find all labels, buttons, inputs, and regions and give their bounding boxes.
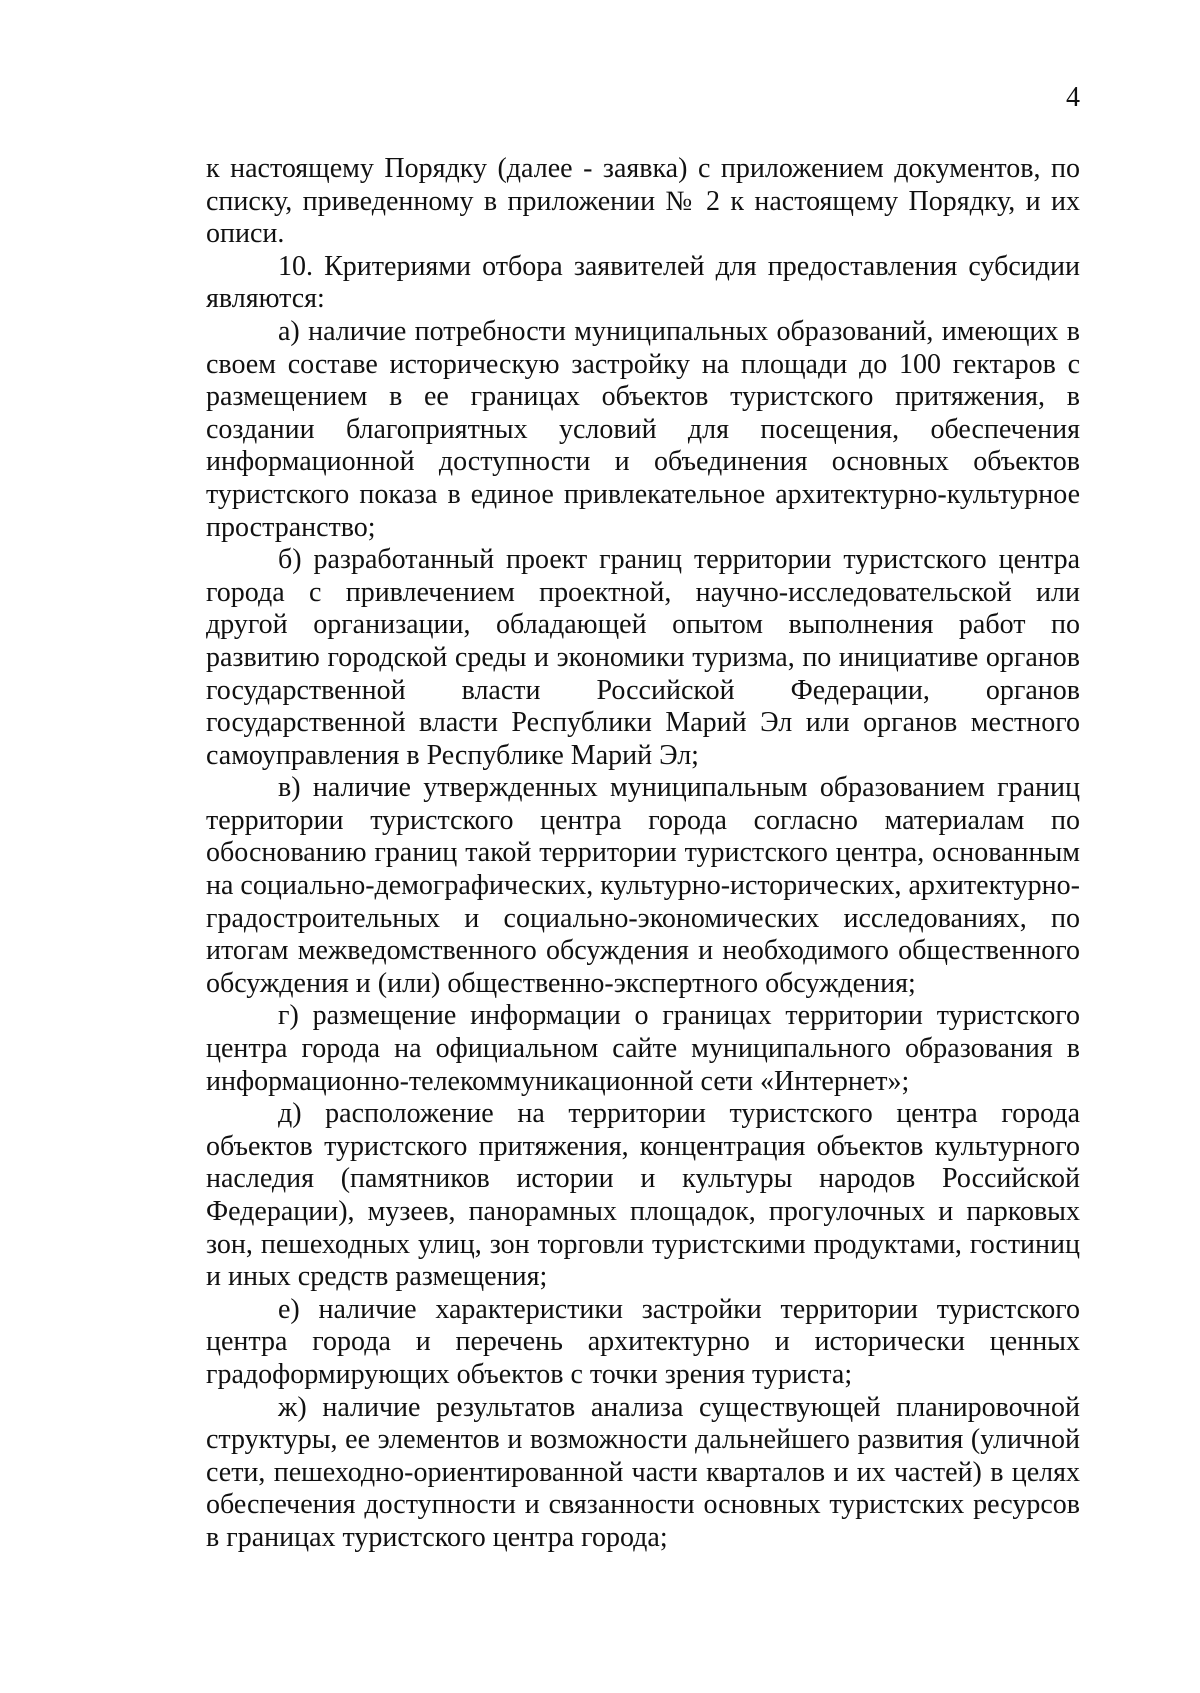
paragraph-criteria-intro: 10. Критериями отбора заявителей для предоставления субсидии являются: — [206, 250, 1080, 315]
document-body — [206, 153, 1080, 1555]
paragraph-item-a: а) наличие потребности муниципальных образований, имеющих в своем составе историческую застройку на площади до 100 гектаров с размещением в ее границах объектов туристского притяжения, в создании благоприятных условий для посещения, обеспечения информационной доступности и объединения основных объектов туристского показа в единое привлекательное архитектурно-культурное пространство; — [206, 315, 1080, 543]
paragraph-item-e: е) наличие характеристики застройки территории туристского центра города и перечень архитектурно и исторически ценных градоформирующих объектов с точки зрения туриста; — [206, 1293, 1080, 1390]
paragraph-continuation: к настоящему Порядку (далее - заявка) с приложением документов, по списку, приведенному в приложении № 2 к настоящему Порядку, и их описи. — [206, 153, 1080, 250]
paragraph-item-b: б) разработанный проект границ территории туристского центра города с привлечением проектной, научно-исследовательской или другой организации, обладающей опытом выполнения работ по развитию городской среды и экономики туризма, по инициативе органов государственной власти Российской Федерации, органов государственной власти Республики Марий Эл или органов местного самоуправления в Республике Марий Эл; — [206, 544, 1080, 771]
paragraph-item-d: д) расположение на территории туристского центра города объектов туристского притяжения, концентрация объектов культурного наследия (памятников истории и культуры народов Российской Федерации), музеев, панорамных площадок, прогулочных и парковых зон, пешеходных улиц, зон торговли туристскими продуктами, гостиниц и иных средств размещения; — [206, 1098, 1080, 1293]
page-number: 4 — [1066, 82, 1080, 113]
paragraph-item-zh: ж) наличие результатов анализа существующей планировочной структуры, ее элементов и возможности дальнейшего развития (уличной сети, пешеходно-ориентированной части кварталов и их частей) в целях обеспечения доступности и связанности основных туристских ресурсов в границах туристского центра города; — [206, 1391, 1080, 1553]
paragraph-item-v: в) наличие утвержденных муниципальным образованием границ территории туристского центра города согласно материалам по обоснованию границ такой территории туристского центра, основанным на социально-демографических, культурно-исторических, архитектурно-градостроительных и социально-экономических исследованиях, по итогам межведомственного обсуждения и необходимого общественного обсуждения и (или) общественно-экспертного обсуждения; — [206, 772, 1080, 999]
paragraph-item-g: г) размещение информации о границах территории туристского центра города на официальном сайте муниципального образования в информационно-телекоммуникационной сети «Интернет»; — [206, 1000, 1080, 1097]
